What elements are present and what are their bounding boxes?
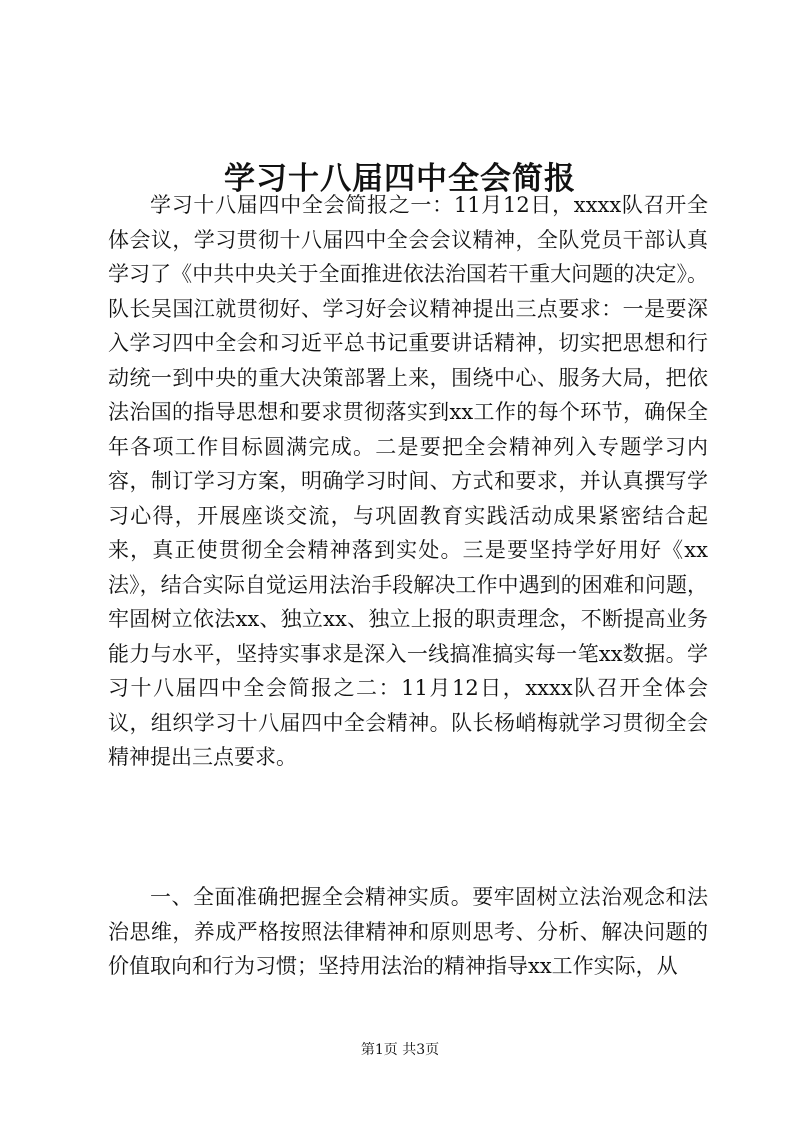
paragraph-1: 学习十八届四中全会简报之一：11月12日，xxxx队召开全体会议，学习贯彻十八届四中全会会议精神，全队党员干部认真学习了《中共中央关于全面推进依法治国若干重大问题的决定》。队长吴国江就贯彻好、学习好会议精神提出三点要求：一是要深入学习四中全会和习近平总书记重要讲话精神，切实把思想和行动统一到中央的重大决策部署上来，围绕中心、服务大局，把依法治国的指导思想和要求贯彻落实到xx工作的每个环节，确保全年各项工作目标圆满完成。二是要把全会精神列入专题学习内容，制订学习方案，明确学习时间、方式和要求，并认真撰写学习心得，开展座谈交流，与巩固教育实践活动成果紧密结合起来，真正使贯彻全会精神落到实处。三是要坚持学好用好《xx法》，结合实际自觉运用法治手段解决工作中遇到的困难和问题，牢固树立依法xx、独立xx、独立上报的职责理念，不断提高业务能力与水平，坚持实事求是深入一线搞准搞实每一笔xx数据。学习十八届四中全会简报之二：11月12日，xxxx队召开全体会议，组织学习十八届四中全会精神。队长杨峭梅就学习贯彻全会精神提出三点要求。 bbox=[108, 193, 708, 769]
document-title: 学习十八届四中全会简报 bbox=[224, 160, 576, 197]
page-footer: 第1页 共3页 bbox=[360, 1042, 440, 1058]
paragraph-2: 一、全面准确把握全会精神实质。要牢固树立法治观念和法治思维，养成严格按照法律精神和原则思考、分析、解决问题的价值取向和行为习惯；坚持用法治的精神指导xx工作实际，从 bbox=[108, 885, 708, 978]
